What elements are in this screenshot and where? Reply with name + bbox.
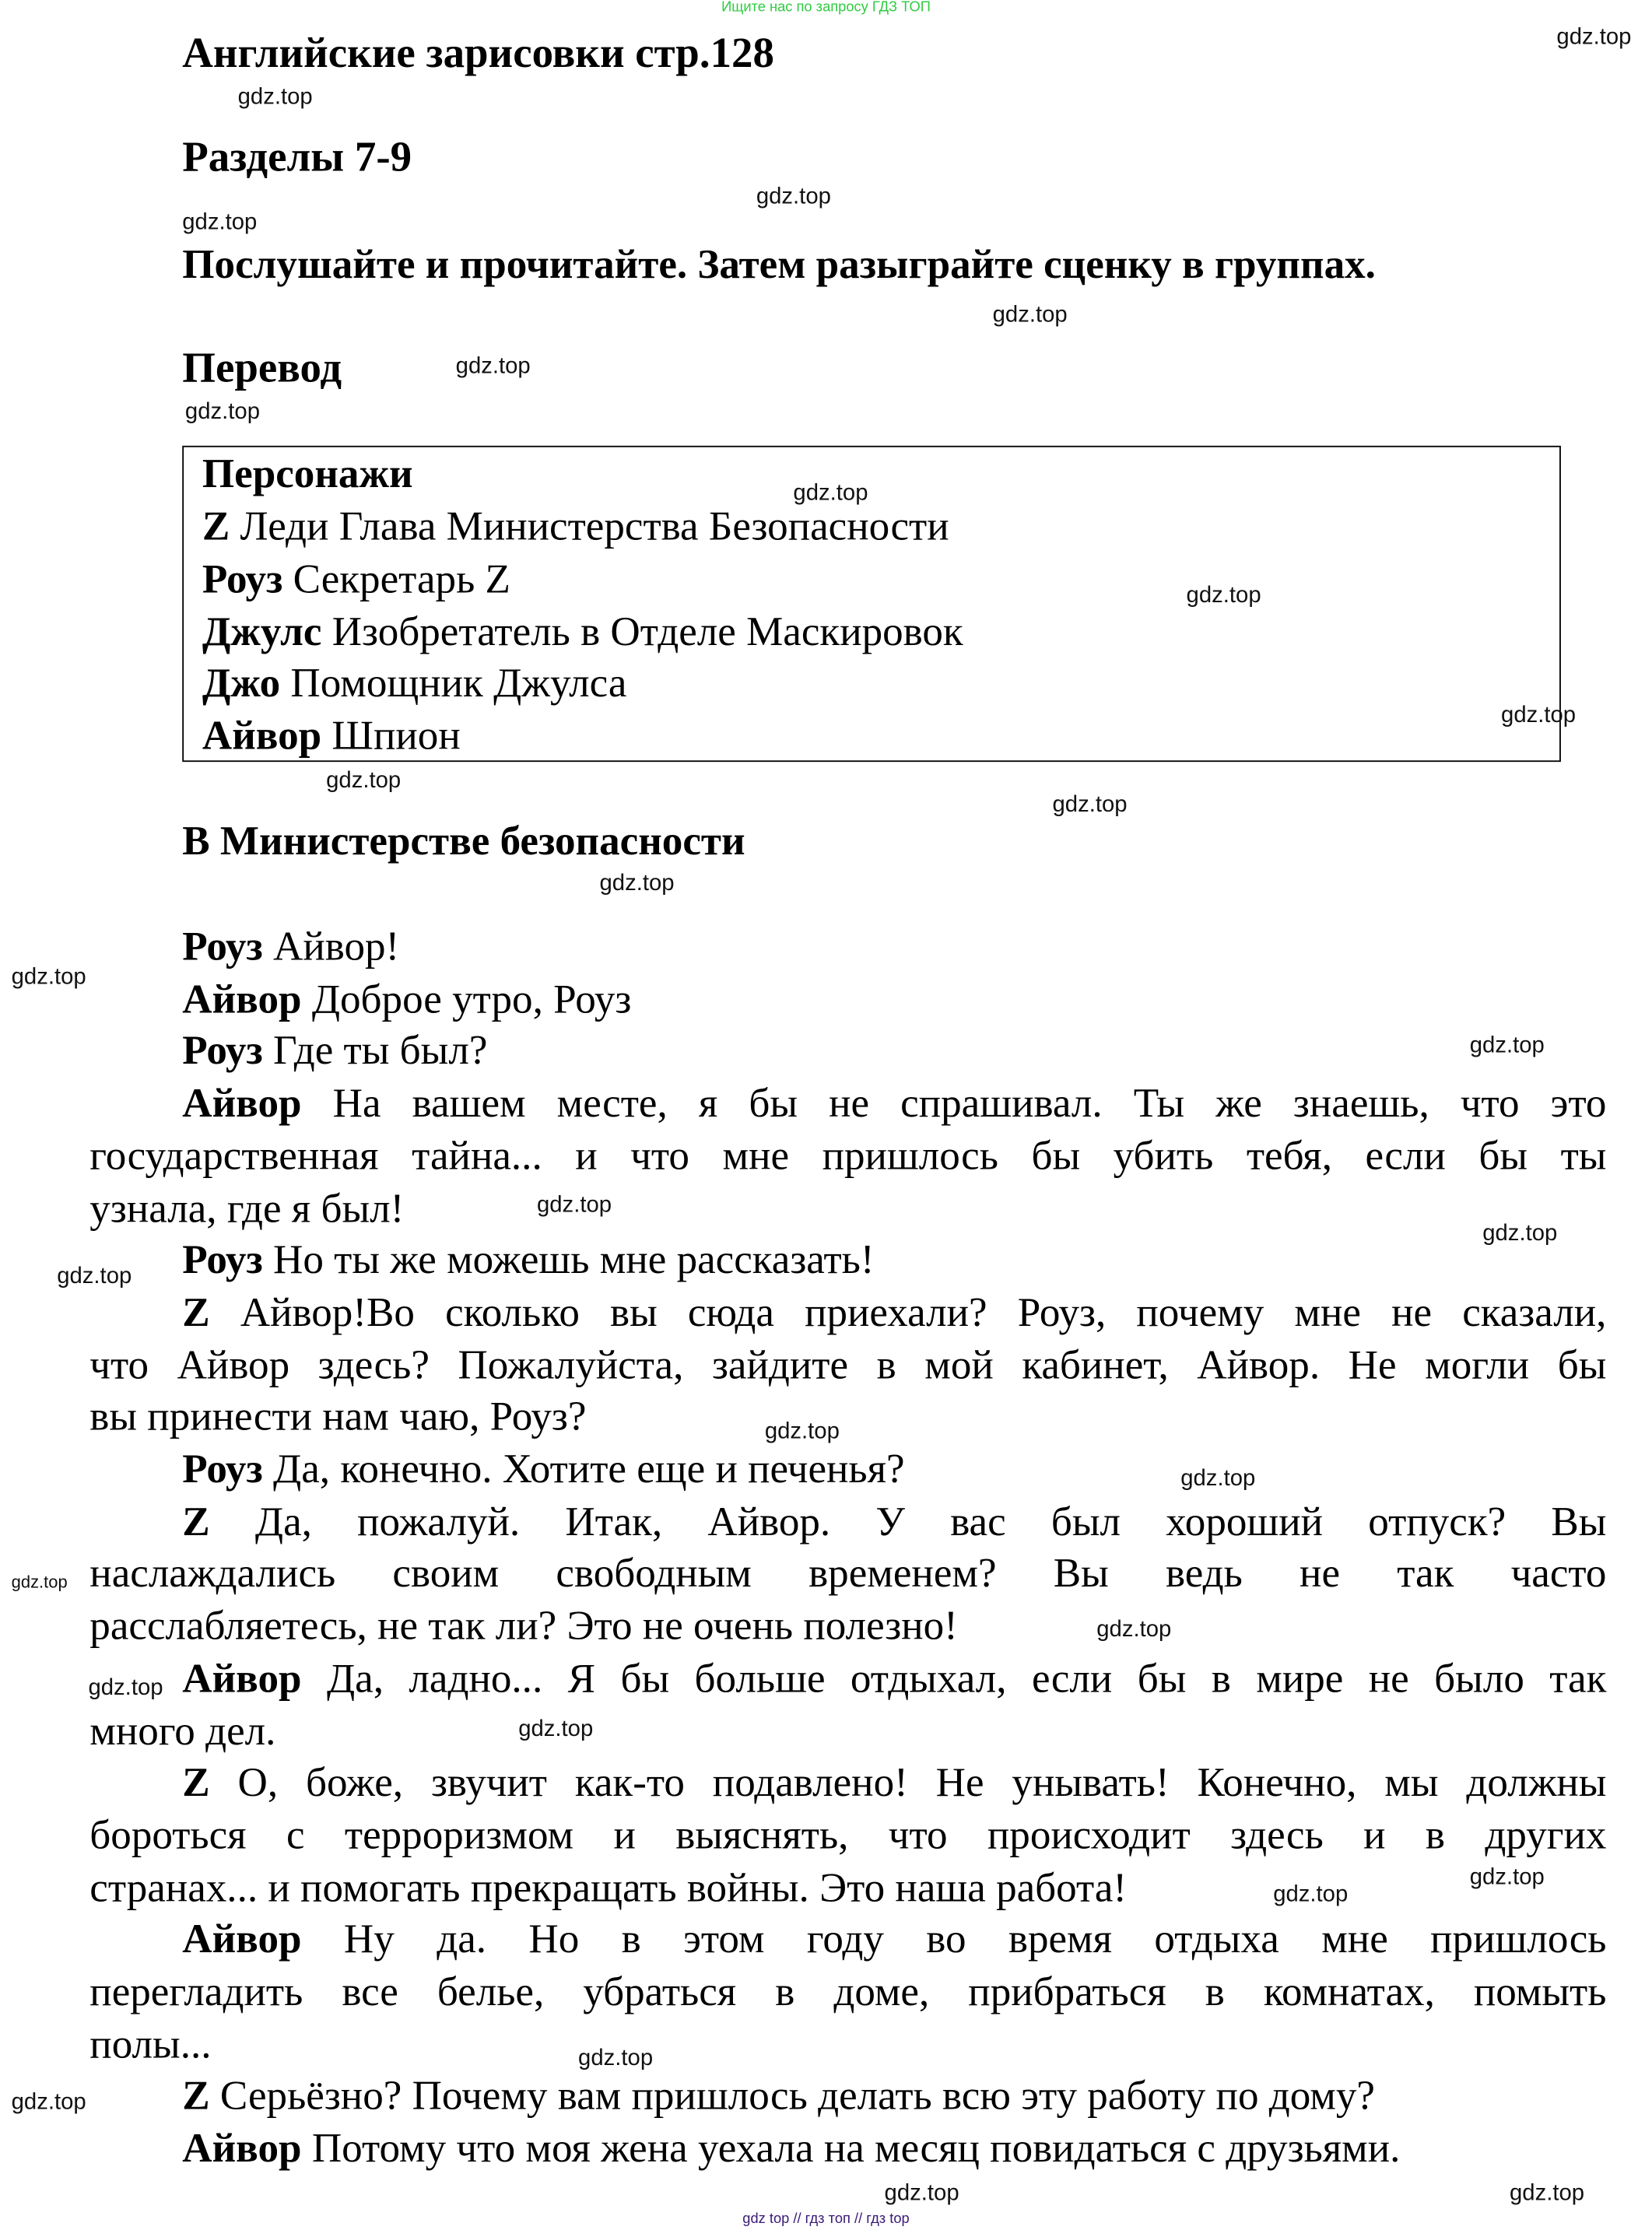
watermark: gdz.top [992, 303, 1068, 328]
speaker-name: Айвор [182, 1081, 302, 1127]
task-instruction: Послушайте и прочитайте. Затем разыграйте сценку в группах. [182, 242, 1376, 288]
watermark: gdz.top [182, 210, 258, 235]
dialog-line [182, 1496, 1606, 1548]
dialog-text: Потому что моя жена уехала на месяц повидаться с друзьями. [311, 2126, 1401, 2172]
speaker-name: Айвор [182, 1916, 302, 1963]
dialog-text: полы... [89, 2021, 212, 2067]
speaker-name: Роуз [182, 1029, 263, 1075]
watermark: gdz.top [1556, 25, 1632, 51]
dialog-line [182, 1078, 1606, 1130]
watermark: gdz.top [88, 1676, 163, 1701]
watermark: gdz.top [11, 1572, 68, 1593]
speaker-name: Айвор [182, 1656, 302, 1702]
translation-heading: Перевод [182, 344, 342, 392]
dialog-text: Да, пожалуй. Итак, Айвор. У вас был хороший отпуск? Вы [254, 1499, 1607, 1545]
speaker-name: Z [182, 1760, 210, 1807]
dialog-text: Да, ладно... Я бы больше отдыхал, если бы в мире не было так [326, 1656, 1607, 1702]
dialog-line [89, 1601, 958, 1652]
character-name: Роуз [202, 556, 283, 602]
scene-heading: В Министерстве безопасности [182, 819, 745, 864]
dialog-line [182, 1235, 874, 1286]
dialog-text: вы принести нам чаю, Роуз? [89, 1394, 587, 1440]
search-hint: Ищите нас по запросу ГДЗ ТОП [721, 0, 931, 16]
dialog-line [182, 2123, 1400, 2175]
dialog-text: перегладить все белье, убраться в доме, прибраться в комнатах, помыть [89, 1969, 1607, 2015]
dialog-line [182, 1026, 487, 1077]
character-name: Джо [202, 661, 281, 707]
watermark: gdz.top [1501, 703, 1577, 728]
speaker-name: Z [182, 1499, 210, 1545]
character-item [202, 606, 963, 657]
watermark: gdz.top [1510, 2181, 1585, 2206]
watermark: gdz.top [764, 1419, 840, 1444]
speaker-name: Роуз [182, 924, 263, 970]
character-role: Леди Глава Министерства Безопасности [240, 503, 949, 550]
dialog-line [182, 1287, 1606, 1338]
dialog-text: наслаждались своим свободным временем? Вы ведь не так часто [89, 1551, 1607, 1597]
character-item [202, 658, 627, 710]
character-item [202, 711, 461, 763]
watermark: gdz.top [1273, 1882, 1349, 1907]
speaker-name: Айвор [182, 976, 302, 1022]
dialog-line [89, 1392, 586, 1443]
speaker-name: Айвор [182, 2126, 302, 2172]
watermark: gdz.top [57, 1264, 132, 1289]
dialog-text: Доброе утро, Роуз [311, 976, 632, 1022]
watermark: gdz.top [455, 354, 531, 379]
dialog-line [89, 1810, 1606, 1861]
watermark: gdz.top [536, 1193, 612, 1218]
dialog-text: узнала, где я был! [89, 1185, 405, 1232]
dialog-text: Айвор!Во сколько вы сюда приехали? Роуз, почему мне не сказали, [240, 1289, 1607, 1336]
watermark: gdz.top [756, 184, 831, 210]
watermark: gdz.top [1096, 1618, 1172, 1643]
dialog-line [182, 1444, 904, 1495]
dialog-text: много дел. [89, 1708, 276, 1754]
dialog-text: Серьёзно? Почему вам пришлось делать всю эту работу по дому? [219, 2074, 1375, 2120]
character-role: Помощник Джулса [290, 661, 627, 707]
dialog-text: Айвор! [273, 924, 400, 970]
watermark: gdz.top [1186, 584, 1261, 608]
dialog-line [89, 1183, 404, 1234]
dialog-line [89, 1131, 1606, 1182]
footer-links: gdz top // гдз топ // гдз top [742, 2211, 910, 2228]
character-item [202, 554, 510, 605]
dialog-line [182, 973, 631, 1025]
dialog-line [182, 2071, 1375, 2123]
section-heading: Разделы 7-9 [182, 134, 412, 181]
character-name: Z [202, 503, 230, 550]
speaker-name: Z [182, 2074, 210, 2120]
watermark: gdz.top [884, 2181, 959, 2206]
page-title: Английские зарисовки стр.128 [182, 30, 774, 77]
watermark: gdz.top [326, 769, 402, 794]
dialog-text: Ну да. Но в этом году во время отдыха мне пришлось [343, 1916, 1607, 1963]
dialog-line [89, 2019, 211, 2070]
dialog-line [89, 1706, 275, 1757]
watermark: gdz.top [1469, 1865, 1545, 1890]
character-role: Шпион [331, 714, 461, 759]
watermark: gdz.top [599, 871, 675, 896]
watermark: gdz.top [518, 1717, 594, 1742]
characters-heading: Персонажи [202, 451, 413, 497]
watermark: gdz.top [1180, 1467, 1256, 1492]
watermark: gdz.top [578, 2046, 654, 2071]
dialog-line [89, 1967, 1606, 2018]
watermark: gdz.top [237, 85, 313, 110]
dialog-line [89, 1862, 1127, 1913]
dialog-text: О, боже, звучит как-то подавлено! Не унывать! Конечно, мы должны [237, 1760, 1607, 1807]
watermark: gdz.top [1482, 1222, 1558, 1246]
dialog-line [89, 1548, 1606, 1600]
dialog-line [182, 1914, 1606, 1965]
dialog-text: На вашем месте, я бы не спрашивал. Ты же знаешь, что это [332, 1081, 1607, 1127]
dialog-text: Где ты был? [273, 1029, 488, 1075]
dialog-line [89, 1339, 1606, 1390]
character-role: Секретарь Z [293, 556, 510, 602]
dialog-line [182, 1758, 1606, 1809]
watermark: gdz.top [793, 481, 868, 506]
dialog-text: странах... и помогать прекращать войны. Это наша работа! [89, 1864, 1128, 1911]
speaker-name: Z [182, 1289, 210, 1336]
dialog-text: Но ты же можешь мне рассказать! [273, 1237, 875, 1284]
dialog-text: что Айвор здесь? Пожалуйста, зайдите в мой кабинет, Айвор. Не могли бы [89, 1342, 1607, 1388]
character-name: Айвор [202, 714, 322, 759]
watermark: gdz.top [184, 400, 260, 425]
dialog-text: бороться с терроризмом и выяснять, что происходит здесь и в других [89, 1812, 1607, 1859]
character-item [202, 501, 949, 552]
dialog-line [182, 921, 399, 973]
watermark: gdz.top [1469, 1033, 1545, 1058]
speaker-name: Роуз [182, 1237, 263, 1284]
character-role: Изобретатель в Отделе Маскировок [331, 608, 963, 655]
watermark: gdz.top [11, 965, 86, 990]
dialog-text: расслабляетесь, не так ли? Это не очень полезно! [89, 1603, 958, 1650]
character-name: Джулс [202, 608, 322, 655]
dialog-line [182, 1653, 1606, 1704]
watermark: gdz.top [11, 2090, 86, 2115]
watermark: gdz.top [1052, 793, 1128, 818]
dialog-text: Да, конечно. Хотите еще и печенья? [273, 1446, 905, 1493]
speaker-name: Роуз [182, 1446, 263, 1493]
dialog-text: государственная тайна... и что мне пришлось бы убить тебя, если бы ты [89, 1133, 1607, 1180]
